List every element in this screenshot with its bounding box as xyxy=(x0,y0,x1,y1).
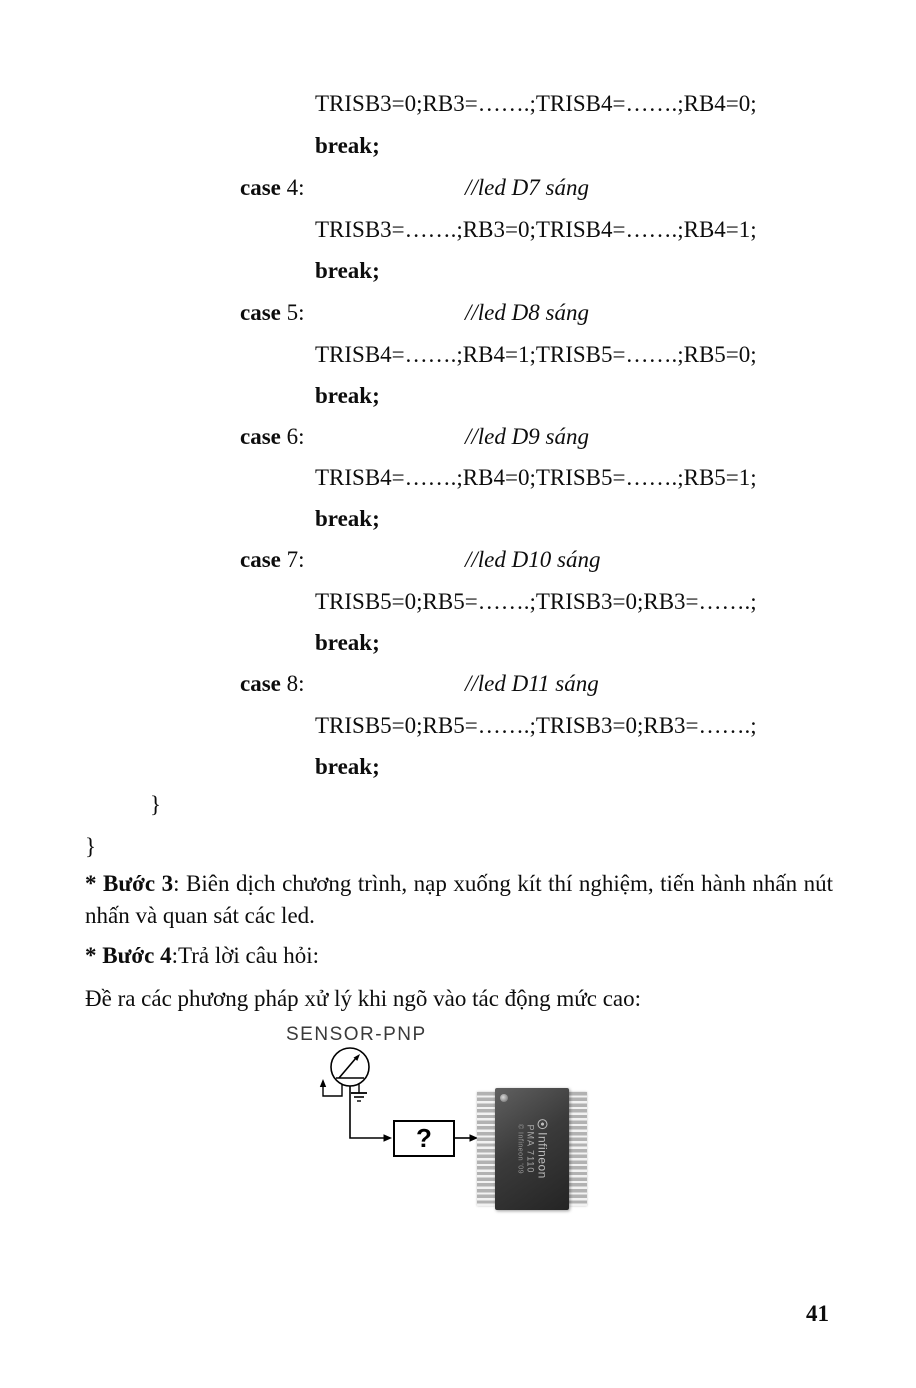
step4-paragraph xyxy=(85,940,833,972)
arrow-right-icon xyxy=(384,1134,393,1142)
chip-pins-right xyxy=(569,1092,587,1206)
step3-label: * Bước 3 xyxy=(85,871,174,896)
step3-paragraph xyxy=(85,868,833,932)
chip-copyright: © Infineon '09 xyxy=(516,1123,524,1175)
code-line: TRISB4=…….;RB4=1;TRISB5=…….;RB5=0; xyxy=(315,342,757,367)
case-number: 8: xyxy=(280,671,305,696)
chip-part-number: PMA 7110 xyxy=(525,1124,536,1174)
code-line xyxy=(240,174,589,202)
code-line: TRISB4=…….;RB4=0;TRISB5=…….;RB5=1; xyxy=(315,465,757,490)
code-line: break; xyxy=(315,133,380,158)
closing-brace: } xyxy=(85,834,97,859)
step3-text: : Biên dịch chương trình, nạp xuống kít thí nghiệm, tiến hành nhấn nút nhấn và quan sát các led. xyxy=(85,871,833,928)
case-keyword: case xyxy=(240,300,281,325)
code-line: break; xyxy=(315,630,380,655)
ic-chip-image xyxy=(477,1088,587,1210)
code-line: TRISB5=0;RB5=…….;TRISB3=0;RB3=…….; xyxy=(315,713,757,738)
code-line: TRISB5=0;RB5=…….;TRISB3=0;RB3=…….; xyxy=(315,589,757,614)
pnp-sensor-meter-icon xyxy=(331,1048,369,1086)
code-comment: //led D7 sáng xyxy=(465,175,589,200)
chip-pins-left xyxy=(477,1092,495,1206)
code-comment: //led D9 sáng xyxy=(465,424,589,449)
box-to-chip-wire xyxy=(455,1134,478,1142)
closing-brace: } xyxy=(150,792,162,817)
code-comment: //led D11 sáng xyxy=(465,671,599,696)
code-line: break; xyxy=(315,258,380,283)
case-keyword: case xyxy=(240,547,281,572)
chip-marking xyxy=(516,1119,549,1179)
signal-wire xyxy=(350,1086,392,1142)
code-line: break; xyxy=(315,506,380,531)
code-line: break; xyxy=(315,383,380,408)
code-line xyxy=(240,299,589,327)
code-line: TRISB3=0;RB3=…….;TRISB4=…….;RB4=0; xyxy=(315,91,757,116)
infineon-logo-icon xyxy=(538,1119,548,1129)
case-keyword: case xyxy=(240,671,281,696)
case-keyword: case xyxy=(240,424,281,449)
pin1-marker-icon xyxy=(500,1094,508,1102)
ground-icon xyxy=(351,1084,367,1101)
case-number: 7: xyxy=(280,547,305,572)
code-comment: //led D8 sáng xyxy=(465,300,589,325)
code-line: TRISB3=…….;RB3=0;TRISB4=…….;RB4=1; xyxy=(315,217,757,242)
unknown-block: ? xyxy=(393,1120,455,1157)
code-comment: //led D10 sáng xyxy=(465,547,601,572)
case-number: 5: xyxy=(280,300,305,325)
chip-body xyxy=(495,1088,569,1210)
code-line: break; xyxy=(315,754,380,779)
case-keyword: case xyxy=(240,175,281,200)
step4-text: :Trả lời câu hỏi: xyxy=(171,943,319,968)
chip-brand: Infineon xyxy=(535,1132,550,1179)
case-number: 6: xyxy=(280,424,305,449)
step4-label: * Bước 4 xyxy=(85,943,172,968)
code-line xyxy=(240,546,601,574)
case-number: 4: xyxy=(280,175,305,200)
code-line xyxy=(240,423,589,451)
code-line xyxy=(240,670,599,698)
page-number: 41 xyxy=(806,1301,829,1326)
chip-brand-line xyxy=(536,1119,549,1179)
sensor-wiring-diagram xyxy=(280,1040,500,1170)
sensor-label: SENSOR-PNP xyxy=(286,1024,427,1045)
question-paragraph: Đề ra các phương pháp xử lý khi ngõ vào tác động mức cao: xyxy=(85,986,642,1011)
